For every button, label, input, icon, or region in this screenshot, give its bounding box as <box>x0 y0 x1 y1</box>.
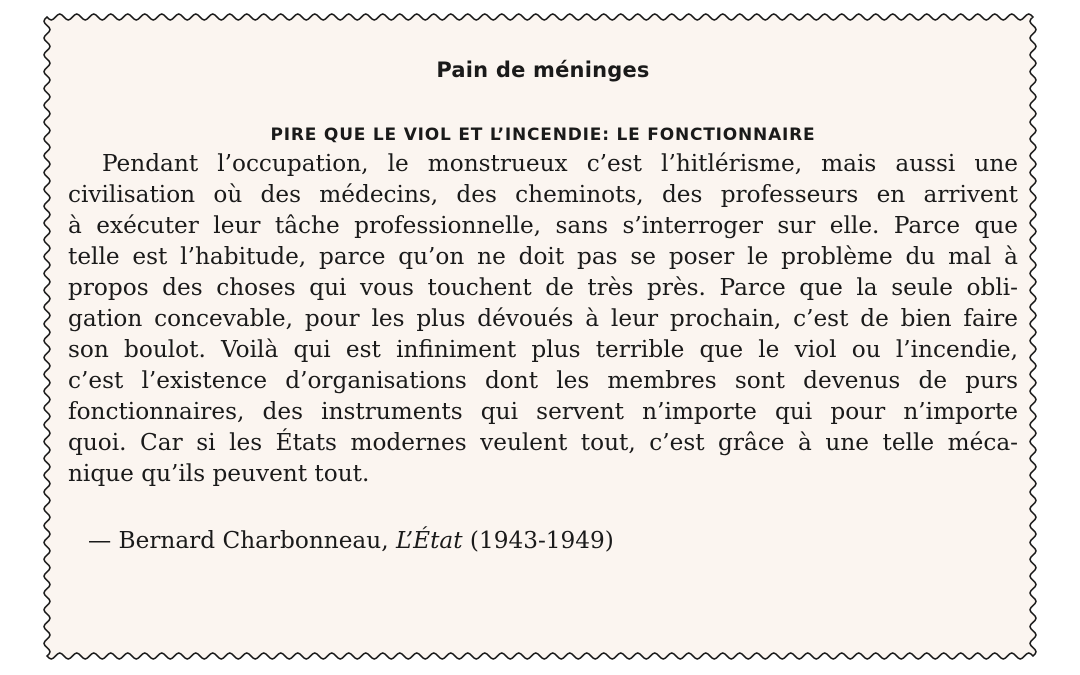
quote-line: Pendant l’occupation, le monstrueux c’est l’hitlérisme, mais aussi une <box>102 150 1018 177</box>
quote-line: telle est l’habitude, parce qu’on ne doit pas se poser le problème du mal à <box>68 243 1018 270</box>
attribution-work-title: L’État <box>395 527 463 554</box>
attribution-author: — Bernard Charbonneau, <box>88 527 396 554</box>
quote-line: propos des choses qui vous touchent de très près. Parce que la seule obli- <box>68 274 1018 301</box>
quote-line: gation concevable, pour les plus dévoués à leur prochain, c’est de bien faire <box>68 305 1018 332</box>
quote-line: son boulot. Voilà qui est infiniment plus terrible que le viol ou l’incendie, <box>68 336 1018 363</box>
quote-line: c’est l’existence d’organisations dont les membres sont devenus de purs <box>68 367 1018 394</box>
quote-body <box>68 148 1018 489</box>
quote-line: fonctionnaires, des instruments qui servent n’importe qui pour n’importe <box>68 398 1018 425</box>
attribution <box>88 525 1018 556</box>
attribution-years: (1943-1949) <box>462 527 614 554</box>
quote-line: à exécuter leur tâche professionnelle, sans s’interroger sur elle. Parce que <box>68 212 1018 239</box>
box-title: Pain de méninges <box>436 58 650 82</box>
quote-line: civilisation où des médecins, des cheminots, des professeurs en arrivent <box>68 181 1018 208</box>
quote-line: nique qu’ils peuvent tout. <box>68 460 370 487</box>
quote-heading: PIRE QUE LE VIOL ET L’INCENDIE: LE FONCTIONNAIRE <box>270 125 816 145</box>
quote-box <box>68 52 1018 556</box>
quote-line: quoi. Car si les États modernes veulent tout, c’est grâce à une telle méca- <box>68 429 1018 456</box>
